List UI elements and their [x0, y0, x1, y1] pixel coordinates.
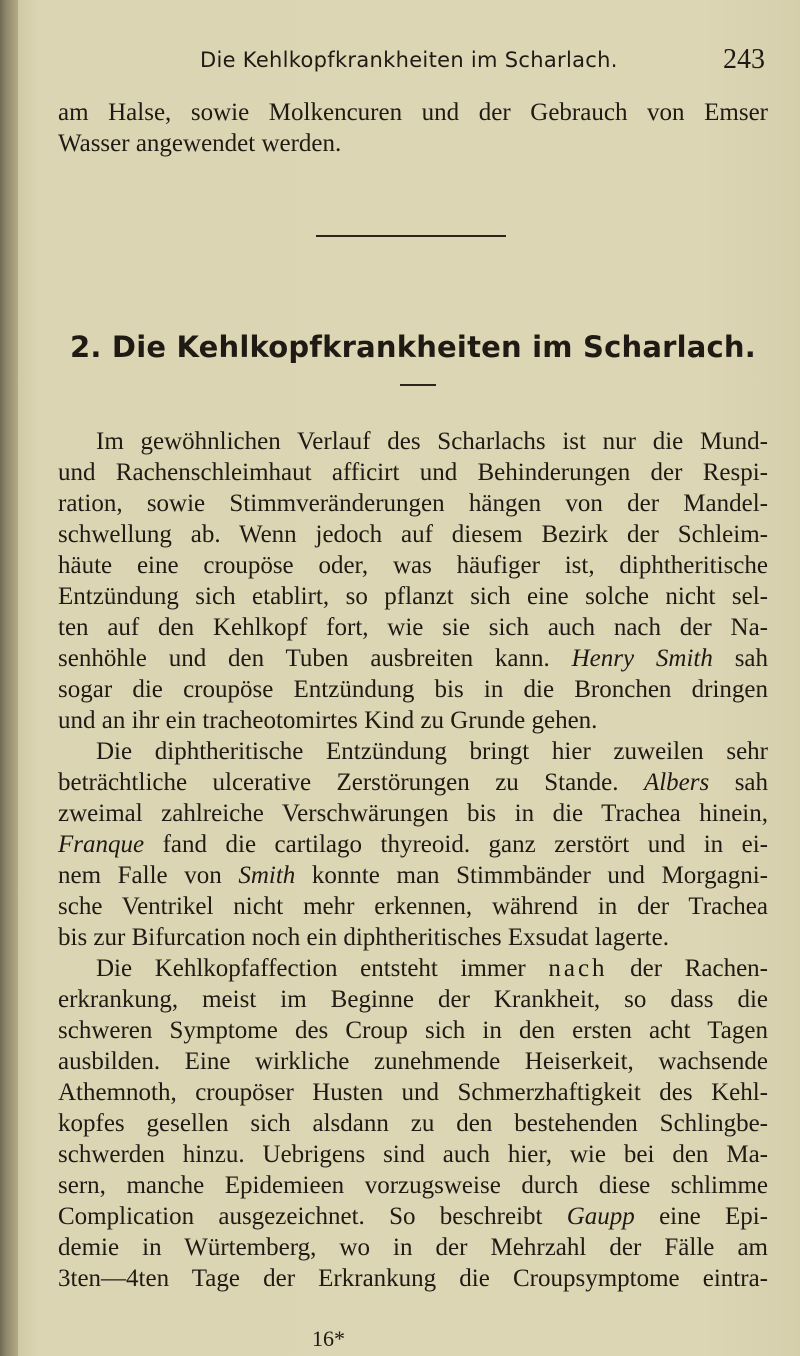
intro-line-1: am Halse, sowie Molkencuren und der Gebrauch von Emser	[58, 99, 768, 126]
text-segment: Complication ausgezeichnet. So beschreibt	[58, 1203, 543, 1230]
para1-line-8	[58, 643, 768, 674]
para3-line-1	[58, 953, 768, 984]
text-segment: Die Kehlkopfaffection entsteht immer	[96, 955, 526, 982]
author-name: Smith	[238, 862, 296, 889]
para1-line-4: schwellung ab. Wenn jedoch auf diesem Bezirk der Schleim-	[58, 521, 768, 548]
para2-line-5	[58, 860, 768, 891]
page-spine-shadow	[0, 0, 18, 1356]
text-segment: nem Falle von	[58, 862, 222, 889]
para3-line-4: ausbilden. Eine wirkliche zunehmende Heiserkeit, wachsende	[58, 1048, 768, 1075]
para2-line-6: sche Ventrikel nicht mehr erkennen, während in der Trachea	[58, 893, 768, 920]
text-segment: konnte man Stimmbänder und Morgagni-	[311, 862, 768, 889]
para3-line-8: sern, manche Epidemieen vorzugsweise durch diese schlimme	[58, 1172, 768, 1199]
text-segment: sah	[734, 645, 769, 672]
spaced-emphasis: nach	[548, 955, 608, 982]
para3-line-6: kopfes gesellen sich alsdann zu den bestehenden Schlingbe-	[58, 1110, 768, 1137]
running-header	[200, 44, 780, 84]
para3-line-9	[58, 1201, 768, 1232]
text-segment: eine Epi-	[659, 1203, 769, 1230]
para3-line-2: erkrankung, meist im Beginne der Krankheit, so dass die	[58, 986, 768, 1013]
text-segment: beträchtliche ulcerative Zerstörungen zu Stande.	[58, 769, 619, 796]
running-title: Die Kehlkopfkrankheiten im Scharlach.	[200, 48, 618, 72]
para1-line-5: häute eine croupöse oder, was häufiger ist, diphtheritische	[58, 552, 768, 579]
para3-line-7: schwerden hinzu. Uebrigens sind auch hier, wie bei den Ma-	[58, 1141, 768, 1168]
para1-line-9: sogar die croupöse Entzündung bis in die Bronchen dringen	[58, 676, 768, 703]
para3-line-11: 3ten—4ten Tage der Erkrankung die Croupsymptome eintra-	[58, 1265, 768, 1292]
para1-line-2: und Rachenschleimhaut afficirt und Behinderungen der Respi-	[58, 459, 768, 486]
para2-line-7: bis zur Bifurcation noch ein diphtheritisches Exsudat lagerte.	[58, 924, 669, 951]
para1-line-1: Im gewöhnlichen Verlauf des Scharlachs ist nur die Mund-	[96, 428, 768, 455]
para3-line-5: Athemnoth, croupöser Husten und Schmerzhaftigkeit des Kehl-	[58, 1079, 768, 1106]
page-number: 243	[723, 44, 765, 75]
para2-line-1: Die diphtheritische Entzündung bringt hier zuweilen sehr	[96, 738, 768, 765]
section-divider-top	[316, 235, 506, 237]
para1-line-3: ration, sowie Stimmveränderungen hängen von der Mandel-	[58, 490, 768, 517]
para1-line-6: Entzündung sich etablirt, so pflanzt sich eine solche nicht sel-	[58, 583, 768, 610]
section-heading: 2. Die Kehlkopfkrankheiten im Scharlach.	[70, 330, 756, 364]
para2-line-2	[58, 767, 768, 798]
section-divider-short	[400, 384, 436, 386]
text-segment: sah	[734, 769, 769, 796]
author-name: Albers	[643, 769, 710, 796]
text-segment: fand die cartilago thyreoid. ganz zerstört und in ei-	[162, 831, 769, 858]
para3-line-3: schweren Symptome des Croup sich in den ersten acht Tagen	[58, 1017, 768, 1044]
author-name: Franque	[58, 831, 145, 858]
text-segment: senhöhle und den Tuben ausbreiten kann.	[58, 645, 550, 672]
para1-line-10: und an ihr ein tracheotomirtes Kind zu Grunde gehen.	[58, 707, 598, 734]
signature-mark: 16*	[312, 1326, 345, 1351]
intro-line-2: Wasser angewendet werden.	[58, 130, 342, 157]
text-segment: der Rachen-	[630, 955, 768, 982]
para3-line-10: demie in Würtemberg, wo in der Mehrzahl der Fälle am	[58, 1234, 768, 1261]
para1-line-7: ten auf den Kehlkopf fort, wie sie sich auch nach der Na-	[58, 614, 768, 641]
author-name: Gaupp	[566, 1203, 635, 1230]
para2-line-4	[58, 829, 768, 860]
para2-line-3: zweimal zahlreiche Verschwärungen bis in die Trachea hinein,	[58, 800, 768, 827]
author-name: Henry Smith	[571, 645, 713, 672]
